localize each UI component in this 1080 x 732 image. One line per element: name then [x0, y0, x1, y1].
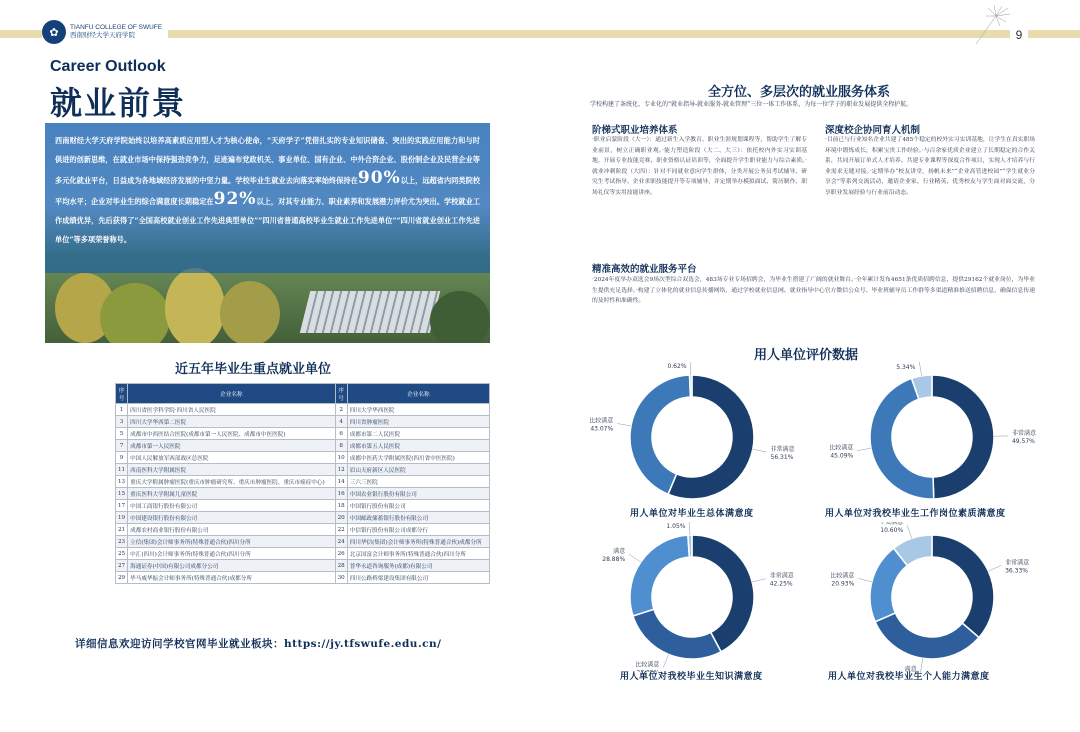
table-row: [116, 524, 490, 536]
slice-value-label: 0.62%: [667, 363, 687, 371]
row-number: 28: [335, 560, 347, 572]
employer-name: 成都中医药大学附属医院(四川省中医医院): [347, 452, 489, 464]
training-system-head: 阶梯式职业培养体系: [592, 125, 678, 136]
evaluation-title: 用人单位评价数据: [754, 348, 859, 363]
row-number: 26: [335, 548, 347, 560]
slice-leader-line: [857, 448, 871, 451]
slice-category-label: 不太满意: [879, 522, 904, 527]
row-number: 21: [116, 524, 128, 536]
services-title: 全方位、多层次的就业服务体系: [708, 85, 891, 100]
slice-leader-line: [753, 449, 767, 452]
slice-leader-line: [858, 578, 872, 581]
chart-title-ability: 用人单位对我校毕业生个人能力满意度: [828, 672, 990, 682]
row-number: 27: [116, 560, 128, 572]
employer-name: 毕马威华振会计师事务所(特殊普通合伙)成都分所: [128, 572, 336, 584]
campus-building: [300, 291, 440, 333]
row-number: 12: [335, 464, 347, 476]
row-number: 17: [116, 500, 128, 512]
satisfaction-rate: 92%: [213, 189, 257, 209]
row-number: 8: [335, 440, 347, 452]
employer-name: 重庆医科大学附属儿童医院: [128, 488, 336, 500]
row-number: 15: [116, 488, 128, 500]
employer-name: 成都市第二人民医院: [347, 428, 489, 440]
slice-leader-line: [907, 525, 912, 538]
employer-name: 眉山天府新区人民医院: [347, 464, 489, 476]
col-name: 企业名称: [128, 384, 336, 404]
slice-value-label: 49.57%: [1011, 437, 1035, 445]
platform-text: ·2024年度举办双选会9场次型综合双选会，483场专业专场招聘会，为毕业生搭建了广阔的就业舞台。·全年累计发布4651条优质招聘信息，提供29162个就业岗位，为毕业生提供充足选择。·构建了立体化的就业信息传播网络，通过学校就业信息网、就业指导中心官方微信公众号、毕业班辅导员工作群等多渠道精准推送招聘信息，确保信息传递的及时性和准确性。: [592, 277, 1035, 305]
table-row: [116, 404, 490, 416]
employer-name: 四川省医学科学院·四川省人民医院: [128, 404, 336, 416]
table-row: [116, 452, 490, 464]
slice-leader-line: [919, 362, 921, 376]
slice-category-label: 比较满意: [635, 661, 660, 669]
row-number: 4: [335, 416, 347, 428]
platform-head: 精准高效的就业服务平台: [592, 264, 697, 275]
row-number: 9: [116, 452, 128, 464]
page-title-en: Career Outlook: [50, 58, 166, 75]
row-number: 25: [116, 548, 128, 560]
employer-name: 成都市中西医结合医院(成都市第一人民医院、成都市中医医院): [128, 428, 336, 440]
employer-name: 立信(集团)会计师事务所(特殊普通合伙)四川分所: [128, 536, 336, 548]
table-row: [116, 416, 490, 428]
slice-category-label: 比较满意: [829, 444, 854, 452]
slice-value-label: 56.31%: [770, 453, 794, 461]
page-title-cn: 就业前景: [50, 84, 187, 122]
donut-slice: [633, 609, 721, 659]
row-number: 1: [116, 404, 128, 416]
employer-name: 四川华信(集团)会计师事务所(特殊普通合伙)成都分所: [347, 536, 489, 548]
employer-name: 中汇(四川)会计师事务所(特殊普通合伙)四川分所: [128, 548, 336, 560]
col-name: 企业名称: [347, 384, 489, 404]
row-number: 22: [335, 524, 347, 536]
donut-chart-position: [812, 362, 1052, 512]
col-no: 序号: [116, 384, 128, 404]
employer-name: 中国人民解放军西部战区总医院: [128, 452, 336, 464]
chart-title-knowledge: 用人单位对我校毕业生知识满意度: [620, 672, 763, 682]
campus-photo: [45, 123, 490, 343]
employer-name: 中国工商银行股份有限公司: [128, 500, 336, 512]
row-number: 18: [335, 500, 347, 512]
donut-chart-knowledge: [572, 522, 812, 672]
donut-slice: [688, 535, 692, 557]
slice-leader-line: [663, 654, 668, 667]
school-seal-icon: ✿: [42, 20, 66, 44]
employer-name: 成都市第一人民医院: [128, 440, 336, 452]
row-number: 14: [335, 476, 347, 488]
cooperation-text: ·目前已与行业知名企业共建了485个稳定的校外实习实训基地，让学生在真实职场环境中锻炼成长，积累宝贵工作经验。·与百余家优质企业建立了长期稳定的合作关系，共同开展订单式人才培养、共建专业课程等深度合作项目，实现人才培养与行业需求无缝对接。·定期举办“校友讲堂，扬帆未来”“企业高管进校园”“学生就业分享会”等系列交流活动，邀请企业家、行业精英、优秀校友与学生面对面交流，分享职业发展经验与行业前沿动态。: [825, 137, 1036, 196]
row-number: 19: [116, 512, 128, 524]
slice-category-label: 非常满意: [1011, 429, 1037, 437]
table-row: [116, 548, 490, 560]
donut-chart-overall: [572, 362, 812, 512]
employer-name: 中信银行股份有限公司成都分行: [347, 524, 489, 536]
slice-category-label: 满意: [904, 666, 917, 672]
donut-slice: [630, 535, 689, 616]
services-intro: 学校构建了条统化、专业化的“就业指导-就业服务-就业管理”三位一体工作体系，为每一位学子的职业发展提供全程护航。: [590, 101, 913, 108]
donut-slice: [690, 375, 692, 397]
employer-name: 四川公路桥梁建设集团有限公司: [347, 572, 489, 584]
col-no: 序号: [335, 384, 347, 404]
row-number: 2: [335, 404, 347, 416]
slice-category-label: [891, 362, 915, 363]
row-number: 23: [116, 536, 128, 548]
slice-category-label: 非常满意: [769, 572, 794, 580]
employer-name: 普华永道咨询服务(成都)有限公司: [347, 560, 489, 572]
row-number: 30: [335, 572, 347, 584]
slice-value-label: 20.93%: [831, 580, 855, 588]
slice-value-label: 42.25%: [769, 580, 793, 588]
dandelion-icon: [966, 4, 1016, 54]
employers-table: [115, 383, 490, 584]
placement-rate: 90%: [357, 168, 401, 188]
employer-name: 中国银行股份有限公司: [347, 500, 489, 512]
employer-name: 成都农村商业银行股份有限公司: [128, 524, 336, 536]
slice-value-label: 5.34%: [896, 364, 916, 372]
table-row: [116, 428, 490, 440]
row-number: 24: [335, 536, 347, 548]
logo-cn-text: 西南财经大学天府学院: [70, 32, 135, 39]
table-row: [116, 536, 490, 548]
slice-value-label: 1.05%: [666, 523, 686, 531]
employer-name: 四川大学华西医院: [347, 404, 489, 416]
donut-slice: [932, 535, 994, 637]
school-logo: [42, 20, 168, 44]
employer-name: 三六三医院: [347, 476, 489, 488]
employers-title: 近五年毕业生重点就业单位: [175, 362, 332, 377]
employer-name: 成都市第五人民医院: [347, 440, 489, 452]
logo-en-text: TIANFU COLLEGE OF SWUFE: [70, 24, 163, 31]
row-number: 6: [335, 428, 347, 440]
slice-value-label: 45.09%: [830, 452, 854, 460]
donut-chart-ability: [812, 522, 1052, 672]
employer-name: 中国邮政储蓄银行股份有限公司: [347, 512, 489, 524]
row-number: 20: [335, 512, 347, 524]
row-number: 7: [116, 440, 128, 452]
slice-leader-line: [629, 554, 641, 562]
slice-leader-line: [617, 423, 631, 425]
employer-name: 中国建设银行股份有限公司: [128, 512, 336, 524]
slice-value-label: 10.60%: [880, 527, 904, 535]
table-row: [116, 476, 490, 488]
table-row: [116, 464, 490, 476]
donut-slice: [932, 375, 994, 499]
row-number: 10: [335, 452, 347, 464]
row-number: 16: [335, 488, 347, 500]
donut-slice: [692, 535, 754, 652]
slice-leader-line: [988, 565, 1001, 571]
row-number: 3: [116, 416, 128, 428]
table-row: [116, 560, 490, 572]
website-link[interactable]: 详细信息欢迎访问学校官网毕业就业板块：https://jy.tfswufe.edu.cn/: [75, 638, 442, 650]
row-number: 5: [116, 428, 128, 440]
employer-name: 北京国富会计师事务所(特殊普通合伙)四川分所: [347, 548, 489, 560]
slice-value-label: 28.88%: [602, 556, 626, 564]
training-system-text: ·职业启蒙阶段（大一）：通过新生入学教育、职业生涯规划课程等，帮助学生了解专业前景，树立正确职业观。·能力塑造阶段（大二、大三）：依托校内外实习实训基地，开展专业技能竞赛、职业资格认证培训等，全面提升学生职业能力与综合素质。·就业冲刺阶段（大四）：针对不同就业意向学生群体，分类开展公务员考试辅导、研究生考试指导、企业求职技能提升等专项辅导，并定期举办模拟面试、简历制作、职场礼仪等实用技能讲座。: [592, 137, 807, 196]
slice-category-label: 比较满意: [589, 417, 614, 425]
slice-category-label: 满意: [613, 548, 626, 556]
employer-name: 中国农业银行股份有限公司: [347, 488, 489, 500]
employer-name: 海通证券(中国)有限公司成都分公司: [128, 560, 336, 572]
employer-name: 重庆大学附属肿瘤医院(重庆市肿瘤研究所、重庆市肿瘤医院、重庆市癌症中心): [128, 476, 336, 488]
chart-title-position: 用人单位对我校毕业生工作岗位素质满意度: [825, 509, 1006, 519]
table-row: [116, 500, 490, 512]
chart-title-overall: 用人单位对毕业生总体满意度: [630, 509, 754, 519]
slice-category-label: 比较满意: [830, 572, 855, 580]
employer-name: 四川省肿瘤医院: [347, 416, 489, 428]
row-number: 29: [116, 572, 128, 584]
slice-value-label: 36.33%: [1005, 567, 1028, 575]
slice-leader-line: [752, 579, 766, 582]
row-number: 11: [116, 464, 128, 476]
table-row: [116, 440, 490, 452]
slice-value-label: 43.07%: [590, 425, 614, 433]
table-row: [116, 512, 490, 524]
employer-name: 西南医科大学附属医院: [128, 464, 336, 476]
donut-slice: [875, 613, 979, 659]
table-row: [116, 572, 490, 584]
table-row: [116, 488, 490, 500]
cooperation-head: 深度校企协同育人机制: [825, 125, 921, 136]
employer-name: 四川大学华西第二医院: [128, 416, 336, 428]
slice-category-label: 非常满意: [1005, 559, 1030, 567]
page-number: 9: [1010, 28, 1028, 42]
intro-text: 西南财经大学天府学院始终以培养高素质应用型人才为核心使命，“天府学子”凭借扎实的专业知识储备、突出的实践应用能力和与时俱进的创新思维，在就业市场中保持强劲竞争力，足迹遍布党政机关、事业单位、国有企业、中外合资企业、股份制企业及民营企业等多元化就业平台，日益成为各地域经济发展的中坚力量。学校毕业生就业去向落实率始终保持在90%以上，远超省内同类院校平均水平；企业对毕业生的综合满意度长期稳定在92%以上，对其专业能力、职业素养和发展潜力评价尤为突出。学校就业工作成绩优异，先后获得了“全国高校就业创业工作先进典型单位”“四川省普通高校毕业生就业工作先进单位”“四川省就业创业工作先进单位”等多项荣誉称号。: [55, 136, 480, 244]
row-number: 13: [116, 476, 128, 488]
slice-category-label: 非常满意: [770, 445, 795, 453]
